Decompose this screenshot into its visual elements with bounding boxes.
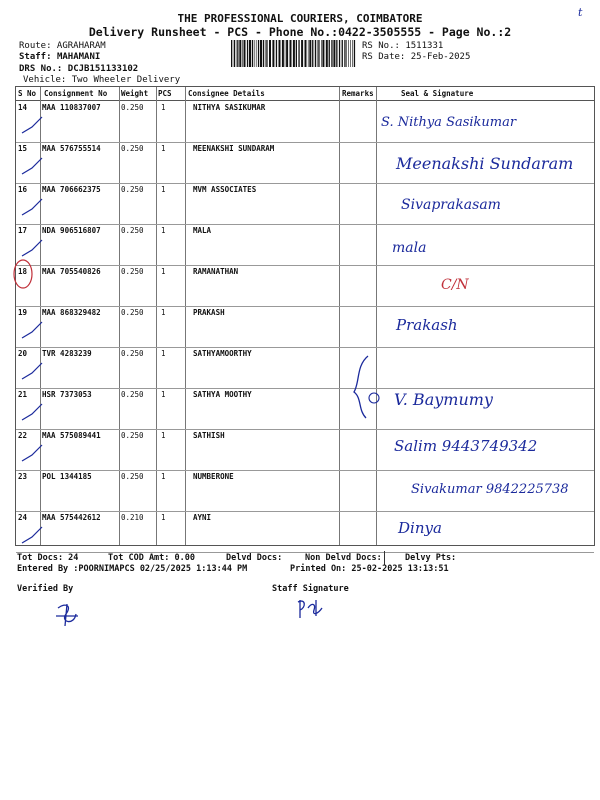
row-consignee: NITHYA SASIKUMAR [193,103,266,112]
row-consignee: MEENAKSHI SUNDARAM [193,144,275,153]
footer-divider [384,551,385,565]
table-row [16,388,594,430]
row-sno: 18 [18,267,28,276]
row-consignment-no: MAA 705540826 [42,267,101,276]
row-consignment-no: MAA 868329482 [42,308,101,317]
tick-mark-icon [20,361,42,383]
corner-handwritten-mark: t [578,6,583,19]
tick-mark-icon [20,443,42,465]
circle-mark-icon [8,258,38,290]
row-consignment-no: HSR 7373053 [42,390,92,399]
row-pcs: 1 [161,513,166,522]
row-weight: 0.250 [121,144,144,153]
row-signature: mala [392,240,427,256]
entered-by: Entered By :POORNIMAPCS 02/25/2025 1:13:44 PM [17,564,248,574]
row-weight: 0.250 [121,226,144,235]
staff-signature-icon [292,596,328,622]
row-consignee: SATHYAMOORTHY [193,349,252,358]
row-consignment-no: MAA 576755514 [42,144,101,153]
runsheet-table [15,86,595,546]
tick-mark-icon [20,525,42,547]
row-sno: 21 [18,390,28,399]
row-pcs: 1 [161,103,166,112]
drs-number: DCJB151133102 [67,64,139,74]
table-row [16,347,594,389]
table-row [16,265,594,307]
route-text: Route: AGRAHARAM [19,41,106,51]
row-sno: 16 [18,185,28,194]
brace-mark-icon [350,352,390,422]
table-row [16,470,594,512]
row-sno: 24 [18,513,28,522]
tick-mark-icon [20,238,42,260]
verified-signature-icon [52,600,82,630]
row-signature: Sivakumar 9842225738 [411,482,569,497]
tick-mark-icon [20,197,42,219]
rs-number: RS No.: 1511331 [362,41,444,51]
col-signature: Seal & Signature [401,89,474,98]
row-signature: Salim 9443749342 [394,437,538,455]
col-weight: Weight [121,89,149,98]
col-consignment: Consignment No [44,89,108,98]
tick-mark-icon [20,320,42,342]
row-pcs: 1 [161,185,166,194]
row-consignee: PRAKASH [193,308,225,317]
row-sno: 17 [18,226,28,235]
row-consignee: MVM ASSOCIATES [193,185,257,194]
row-weight: 0.250 [121,308,144,317]
table-row [16,429,594,471]
row-sno: 14 [18,103,28,112]
tick-mark-icon [20,156,42,178]
row-signature: Dinya [398,519,442,537]
row-pcs: 1 [161,431,166,440]
table-header [16,87,594,101]
row-weight: 0.250 [121,431,144,440]
staff-label: Staff: [19,52,52,62]
col-consignee: Consignee Details [188,89,265,98]
staff-row [19,52,100,62]
row-weight: 0.250 [121,349,144,358]
row-weight: 0.250 [121,390,144,399]
non-delivered-docs: Non Delvd Docs: [305,553,382,563]
col-sno: S No [18,89,37,98]
row-weight: 0.250 [121,472,144,481]
runsheet-title: Delivery Runsheet - PCS - Phone No.:0422-3505555 - Page No.:2 [88,25,512,39]
row-consignment-no: POL 1344185 [42,472,92,481]
row-sno: 23 [18,472,28,481]
row-sno: 22 [18,431,28,440]
row-sno: 20 [18,349,28,358]
col-remarks: Remarks [342,89,374,98]
table-row [16,183,594,225]
row-consignment-no: MAA 575089441 [42,431,101,440]
total-cod: Tot COD Amt: 0.00 [108,553,195,563]
row-signature: Prakash [396,316,458,334]
table-row [16,101,594,143]
row-pcs: 1 [161,144,166,153]
row-consignee: SATHYA MOOTHY [193,390,252,399]
row-weight: 0.250 [121,267,144,276]
rs-date: RS Date: 25-Feb-2025 [362,52,471,62]
drs-label: DRS No.: [19,64,63,74]
total-docs: Tot Docs: 24 [17,553,79,563]
row-signature: S. Nithya Sasikumar [381,115,517,130]
row-consignment-no: MAA 575442612 [42,513,101,522]
row-sno: 19 [18,308,28,317]
row-pcs: 1 [161,349,166,358]
vehicle-text: Vehicle: Two Wheeler Delivery [23,75,181,85]
barcode-icon [231,40,357,67]
tick-mark-icon [20,115,42,137]
col-pcs: PCS [158,89,172,98]
row-signature: V. Baymumy [394,390,493,409]
row-consignee: AYNI [193,513,212,522]
table-row [16,224,594,266]
staff-signature-label: Staff Signature [272,584,349,594]
delivered-docs: Delvd Docs: [226,553,283,563]
row-consignee: NUMBERONE [193,472,234,481]
row-consignment-no: MAA 706662375 [42,185,101,194]
row-consignee: RAMANATHAN [193,267,239,276]
table-row [16,306,594,348]
staff-name: MAHAMANI [56,52,101,62]
table-row [16,142,594,184]
table-row [16,511,594,553]
row-weight: 0.250 [121,103,144,112]
row-sno: 15 [18,144,28,153]
row-signature: C/N [441,277,469,293]
tick-mark-icon [20,402,42,424]
delivery-points: Delvy Pts: [405,553,457,563]
row-consignee: MALA [193,226,212,235]
row-consignment-no: TVR 4283239 [42,349,92,358]
printed-on: Printed On: 25-02-2025 13:13:51 [290,564,449,574]
company-name: THE PROFESSIONAL COURIERS, COIMBATORE [177,12,423,25]
row-consignee: SATHISH [193,431,225,440]
row-signature: Sivaprakasam [401,197,501,213]
row-consignment-no: MAA 110837007 [42,103,101,112]
verified-by-label: Verified By [17,584,74,594]
row-pcs: 1 [161,390,166,399]
row-pcs: 1 [161,267,166,276]
row-pcs: 1 [161,472,166,481]
drs-row [19,64,138,74]
row-weight: 0.210 [121,513,144,522]
row-pcs: 1 [161,308,166,317]
row-signature: Meenakshi Sundaram [396,154,574,173]
row-pcs: 1 [161,226,166,235]
row-consignment-no: NDA 906516807 [42,226,101,235]
row-weight: 0.250 [121,185,144,194]
